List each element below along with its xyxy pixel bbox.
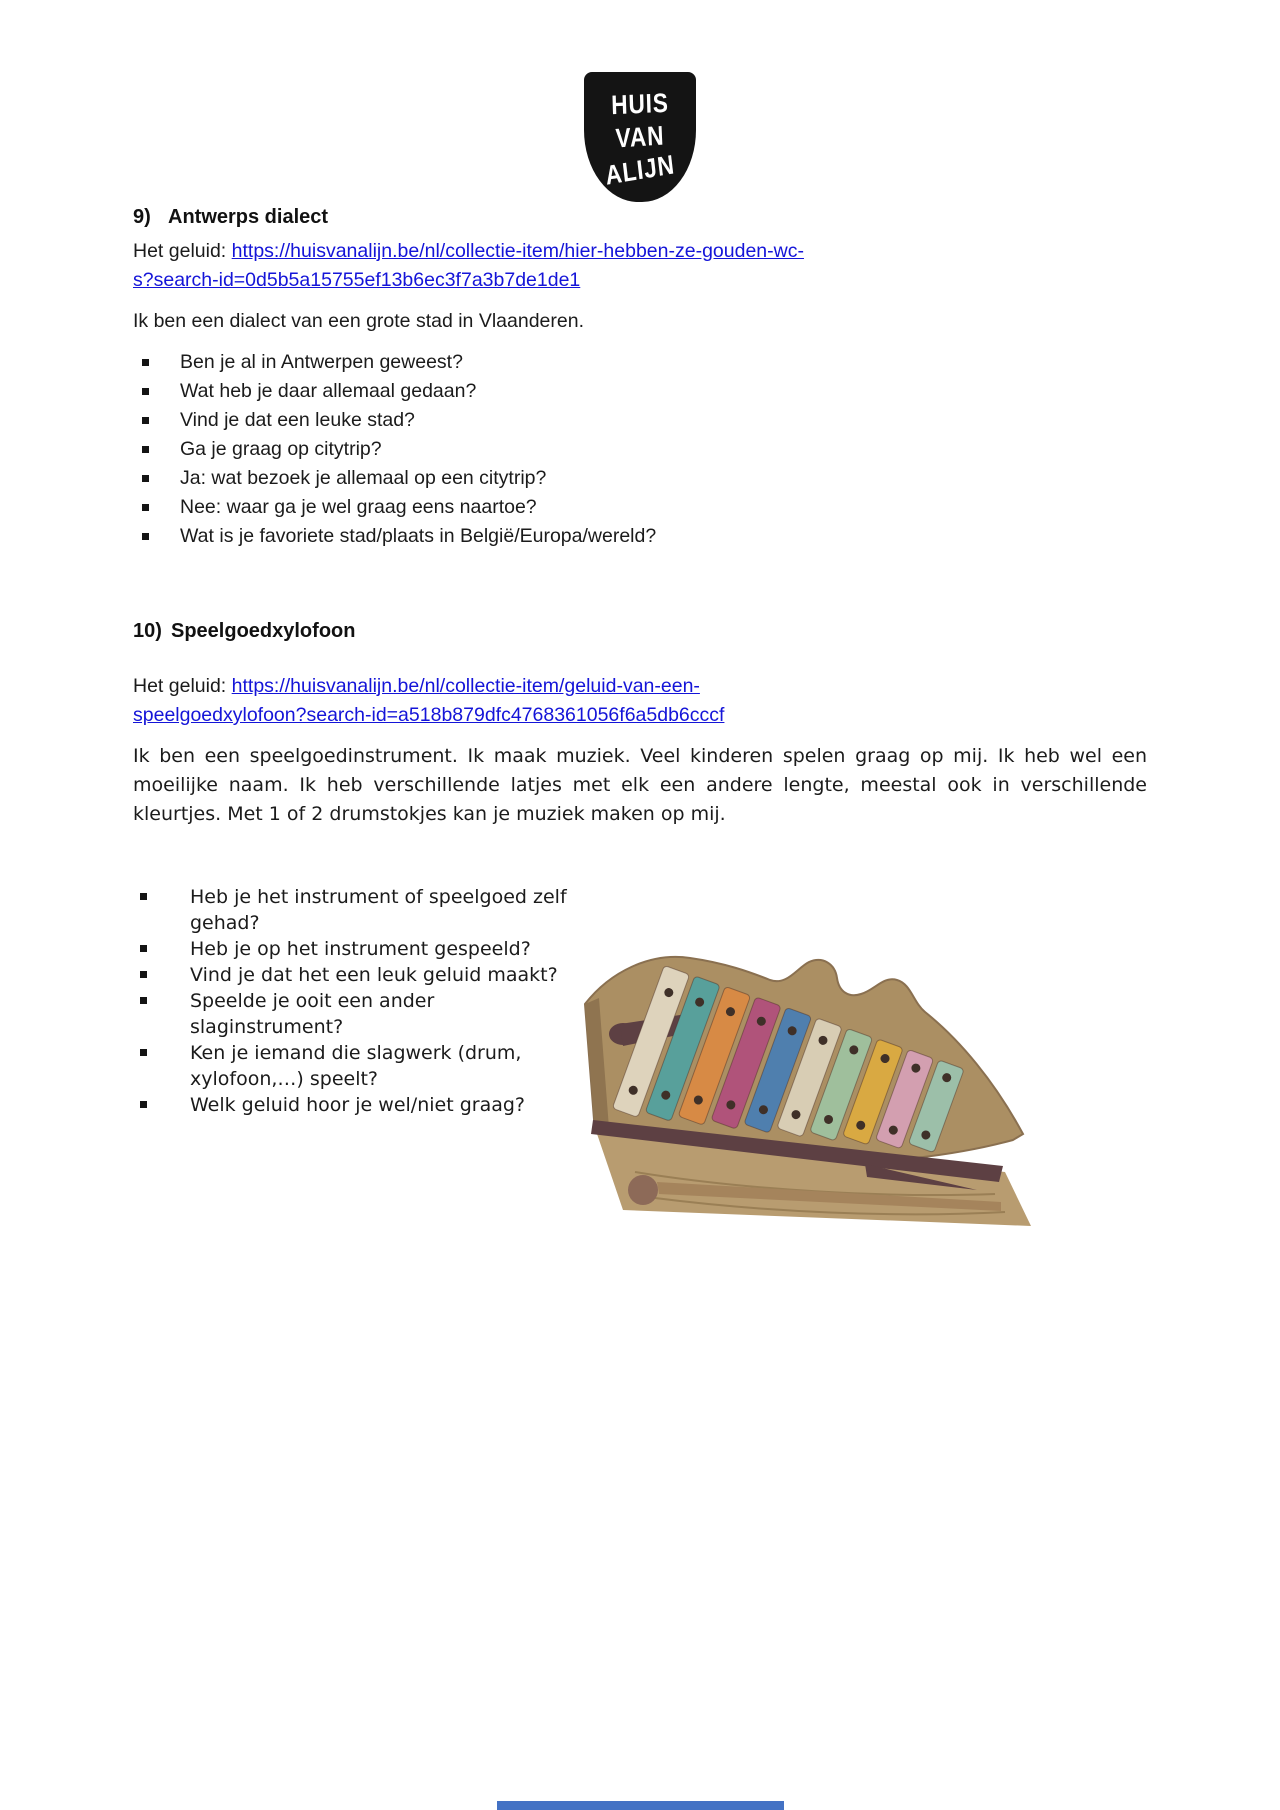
question-text: Ken je iemand die slagwerk (drum, xylofoon,…) speelt?: [190, 1042, 522, 1090]
question-text: Wat heb je daar allemaal gedaan?: [180, 380, 477, 402]
section10-title: Speelgoedxylofoon: [171, 620, 356, 642]
section10-intro: Ik ben een speelgoedinstrument. Ik maak muziek. Veel kinderen spelen graag op mij. Ik heb wel een moeilijke naam. Ik heb verschillende latjes met elk een andere lengte, meestal ook in verschillende kleurtjes. Met 1 of 2 drumstokjes kan je muziek maken op mij.: [133, 745, 1147, 826]
link-line-2[interactable]: s?search-id=0d5b5a15755ef13b6ec3f7a3b7de1de1: [133, 269, 581, 291]
question-item: [133, 377, 656, 406]
section9-sound-line: [133, 237, 1147, 295]
question-item: [133, 884, 585, 936]
bullet-square-icon: [140, 997, 147, 1004]
question-item: [133, 522, 656, 551]
huis-van-alijn-logo: [584, 72, 696, 202]
xylophone-photo: [565, 872, 1045, 1272]
bullet-square-icon: [140, 945, 147, 952]
bullet-square-icon: [140, 971, 147, 978]
question-item: [133, 406, 656, 435]
question-text: Vind je dat het een leuk geluid maakt?: [190, 964, 558, 986]
bullet-square-icon: [142, 388, 149, 395]
bullet-square-icon: [142, 446, 149, 453]
section9-heading: [133, 206, 328, 229]
question-text: Ja: wat bezoek je allemaal op een citytrip?: [180, 467, 547, 489]
xylophone-illustration: [565, 872, 1045, 1272]
question-text: Heb je het instrument of speelgoed zelf gehad?: [190, 886, 567, 934]
section10-number: 10): [133, 620, 162, 642]
question-item: [133, 493, 656, 522]
section10-sound-line: [133, 672, 1147, 730]
question-text: Wat is je favoriete stad/plaats in België/Europa/wereld?: [180, 525, 657, 547]
section9-title: Antwerps dialect: [168, 206, 329, 228]
question-text: Nee: waar ga je wel graag eens naartoe?: [180, 496, 537, 518]
sound-label: Het geluid:: [133, 675, 232, 697]
bullet-square-icon: [142, 504, 149, 511]
section10-question-list: [133, 884, 585, 1118]
question-text: Welk geluid hoor je wel/niet graag?: [190, 1094, 525, 1116]
question-item: [133, 1040, 585, 1092]
link-line-1[interactable]: https://huisvanalijn.be/nl/collectie-item/geluid-van-een-: [231, 675, 700, 697]
section10-heading: [133, 620, 355, 643]
section9-audio-link[interactable]: [133, 240, 804, 291]
question-text: Heb je op het instrument gespeeld?: [190, 938, 531, 960]
bullet-square-icon: [142, 359, 149, 366]
bullet-square-icon: [140, 1049, 147, 1056]
question-item: [133, 348, 656, 377]
bullet-square-icon: [142, 475, 149, 482]
bullet-square-icon: [140, 893, 147, 900]
question-item: [133, 988, 585, 1040]
question-item: [133, 464, 656, 493]
logo-text-huis: HUIS: [610, 87, 670, 121]
link-line-2[interactable]: speelgoedxylofoon?search-id=a518b879dfc4768361056f6a5db6cccf: [133, 704, 725, 726]
section9-intro: Ik ben een dialect van een grote stad in Vlaanderen.: [133, 310, 584, 332]
question-item: [133, 435, 656, 464]
question-text: Ben je al in Antwerpen geweest?: [180, 351, 463, 373]
section9-number: 9): [133, 206, 151, 228]
question-item: [133, 962, 585, 988]
logo-text-van: VAN: [614, 120, 665, 154]
bullet-square-icon: [140, 1101, 147, 1108]
link-line-1[interactable]: https://huisvanalijn.be/nl/collectie-item/hier-hebben-ze-gouden-wc-: [231, 240, 804, 262]
footer-divider: [497, 1801, 784, 1810]
mallet-head: [628, 1175, 658, 1205]
question-item: [133, 1092, 585, 1118]
logo-text-alijn: ALIJN: [603, 149, 677, 191]
section9-question-list: [133, 348, 656, 551]
question-text: Ga je graag op citytrip?: [180, 438, 382, 460]
question-item: [133, 936, 585, 962]
bullet-square-icon: [142, 417, 149, 424]
bullet-square-icon: [142, 533, 149, 540]
sound-label: Het geluid:: [133, 240, 232, 262]
question-text: Speelde je ooit een ander slaginstrument?: [190, 990, 435, 1038]
question-text: Vind je dat een leuke stad?: [180, 409, 415, 431]
